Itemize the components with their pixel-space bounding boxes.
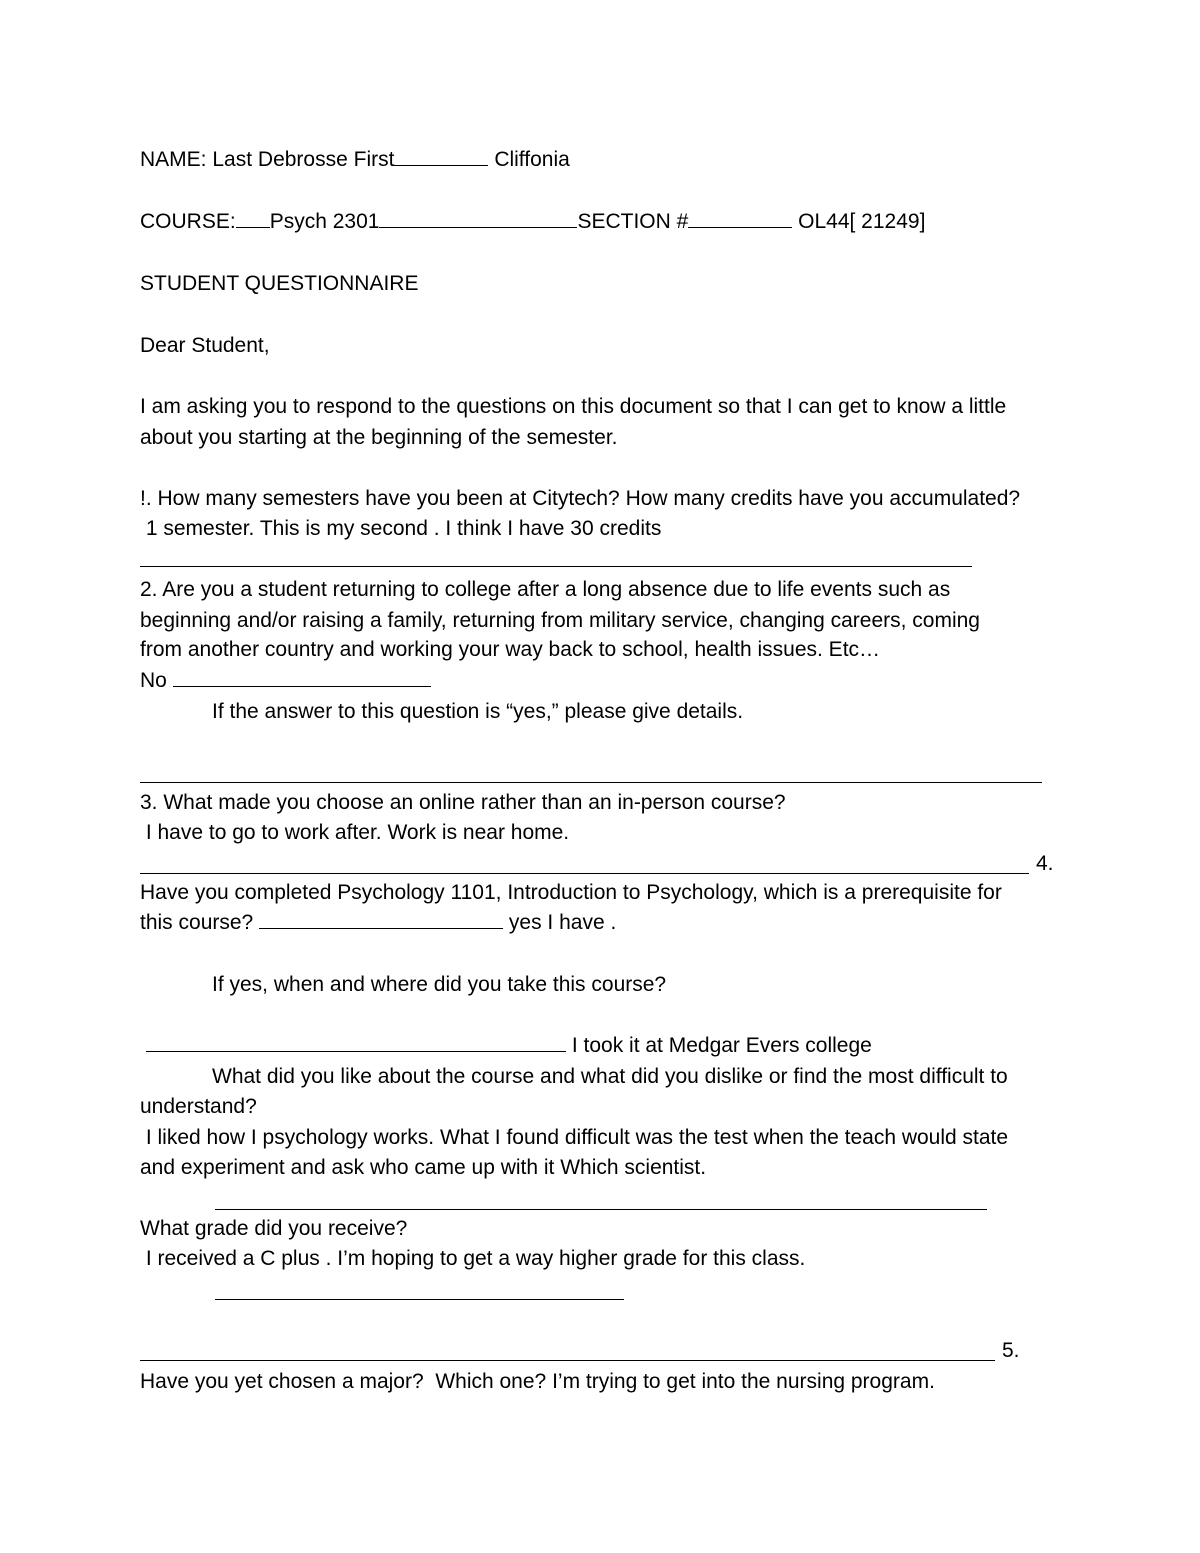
- question-4-answer-blank[interactable]: [259, 910, 503, 929]
- question-4-likes-line-2: understand?: [140, 1095, 257, 1118]
- intro-line-2: about you starting at the beginning of the semester.: [140, 426, 618, 449]
- name-label: NAME:: [140, 148, 207, 171]
- section-value[interactable]: OL44[ 21249]: [798, 210, 926, 233]
- question-4-likes-answer-2[interactable]: and experiment and ask who came up with it Which scientist.: [140, 1156, 707, 1179]
- question-2-line-3: from another country and working your way back to school, health issues. Etc…: [140, 638, 881, 661]
- last-label: Last: [212, 148, 253, 171]
- question-3-text: 3. What made you choose an online rather than an in-person course?: [140, 791, 786, 814]
- question-2-answer-blank[interactable]: [173, 668, 431, 687]
- question-5-question: Have you yet chosen a major? Which one?: [140, 1370, 547, 1393]
- course-blank-trail[interactable]: [379, 209, 577, 228]
- question-4-grade-answer[interactable]: I received a C plus . I’m hoping to get a way higher grade for this class.: [140, 1247, 806, 1270]
- question-1-answer[interactable]: 1 semester. This is my second . I think I have 30 credits: [140, 517, 662, 540]
- course-blank-lead[interactable]: [236, 209, 270, 228]
- question-2-line-1: 2. Are you a student returning to college after a long absence due to life events such as: [140, 578, 951, 601]
- section-label: SECTION #: [577, 210, 689, 233]
- question-4-likes-line-1: What did you like about the course and what did you dislike or find the most difficult to: [212, 1065, 1008, 1088]
- question-4-line-2: [140, 910, 616, 936]
- question-4-answer[interactable]: yes I have .: [508, 911, 617, 934]
- salutation: Dear Student,: [140, 334, 270, 357]
- answer-rule: [215, 1209, 987, 1210]
- question-2-followup: If the answer to this question is “yes,” please give details.: [212, 700, 744, 723]
- question-4-when-where: If yes, when and where did you take this course?: [212, 973, 667, 996]
- question-2-answer[interactable]: No: [140, 669, 167, 692]
- question-4-line-1: Have you completed Psychology 1101, Introduction to Psychology, which is a prerequisite for: [140, 881, 1002, 904]
- course-line: [140, 209, 925, 235]
- question-2-answer-line: [140, 668, 431, 694]
- answer-rule: [140, 1360, 995, 1361]
- when-where-blank[interactable]: [146, 1033, 566, 1052]
- course-label: COURSE:: [140, 210, 236, 233]
- question-4-number: 4.: [1036, 852, 1054, 875]
- question-5-text: [140, 1369, 935, 1395]
- name-line: [140, 147, 570, 173]
- answer-rule: [140, 782, 1042, 783]
- question-2-line-2: beginning and/or raising a family, returning from military service, changing careers, coming: [140, 609, 980, 632]
- course-value[interactable]: Psych 2301: [269, 210, 380, 233]
- answer-rule: [140, 566, 972, 567]
- section-blank[interactable]: [688, 209, 792, 228]
- question-5-number: 5.: [1002, 1339, 1020, 1362]
- intro-line-1: I am asking you to respond to the questions on this document so that I can get to know a little: [140, 395, 1007, 418]
- answer-rule: [215, 1299, 624, 1300]
- question-4-line-2-text: this course?: [140, 911, 254, 934]
- document-title: STUDENT QUESTIONNAIRE: [140, 272, 419, 295]
- question-1-text: !. How many semesters have you been at Citytech? How many credits have you accumulated?: [140, 487, 1021, 510]
- question-3-answer[interactable]: I have to go to work after. Work is near home.: [140, 821, 570, 844]
- last-name-value[interactable]: Debrosse: [257, 148, 348, 171]
- question-4-likes-answer-1[interactable]: I liked how I psychology works. What I found difficult was the test when the teach would state: [140, 1126, 1009, 1149]
- first-name-blank[interactable]: [394, 147, 488, 166]
- first-name-value[interactable]: Cliffonia: [494, 148, 570, 171]
- question-4-grade: What grade did you receive?: [140, 1217, 408, 1240]
- question-4-when-where-answer-line: [146, 1033, 872, 1059]
- question-4-when-where-answer[interactable]: I took it at Medgar Evers college: [571, 1034, 872, 1057]
- first-label: First: [353, 148, 395, 171]
- answer-rule: [140, 873, 1029, 874]
- question-5-answer[interactable]: I’m trying to get into the nursing program.: [552, 1370, 935, 1393]
